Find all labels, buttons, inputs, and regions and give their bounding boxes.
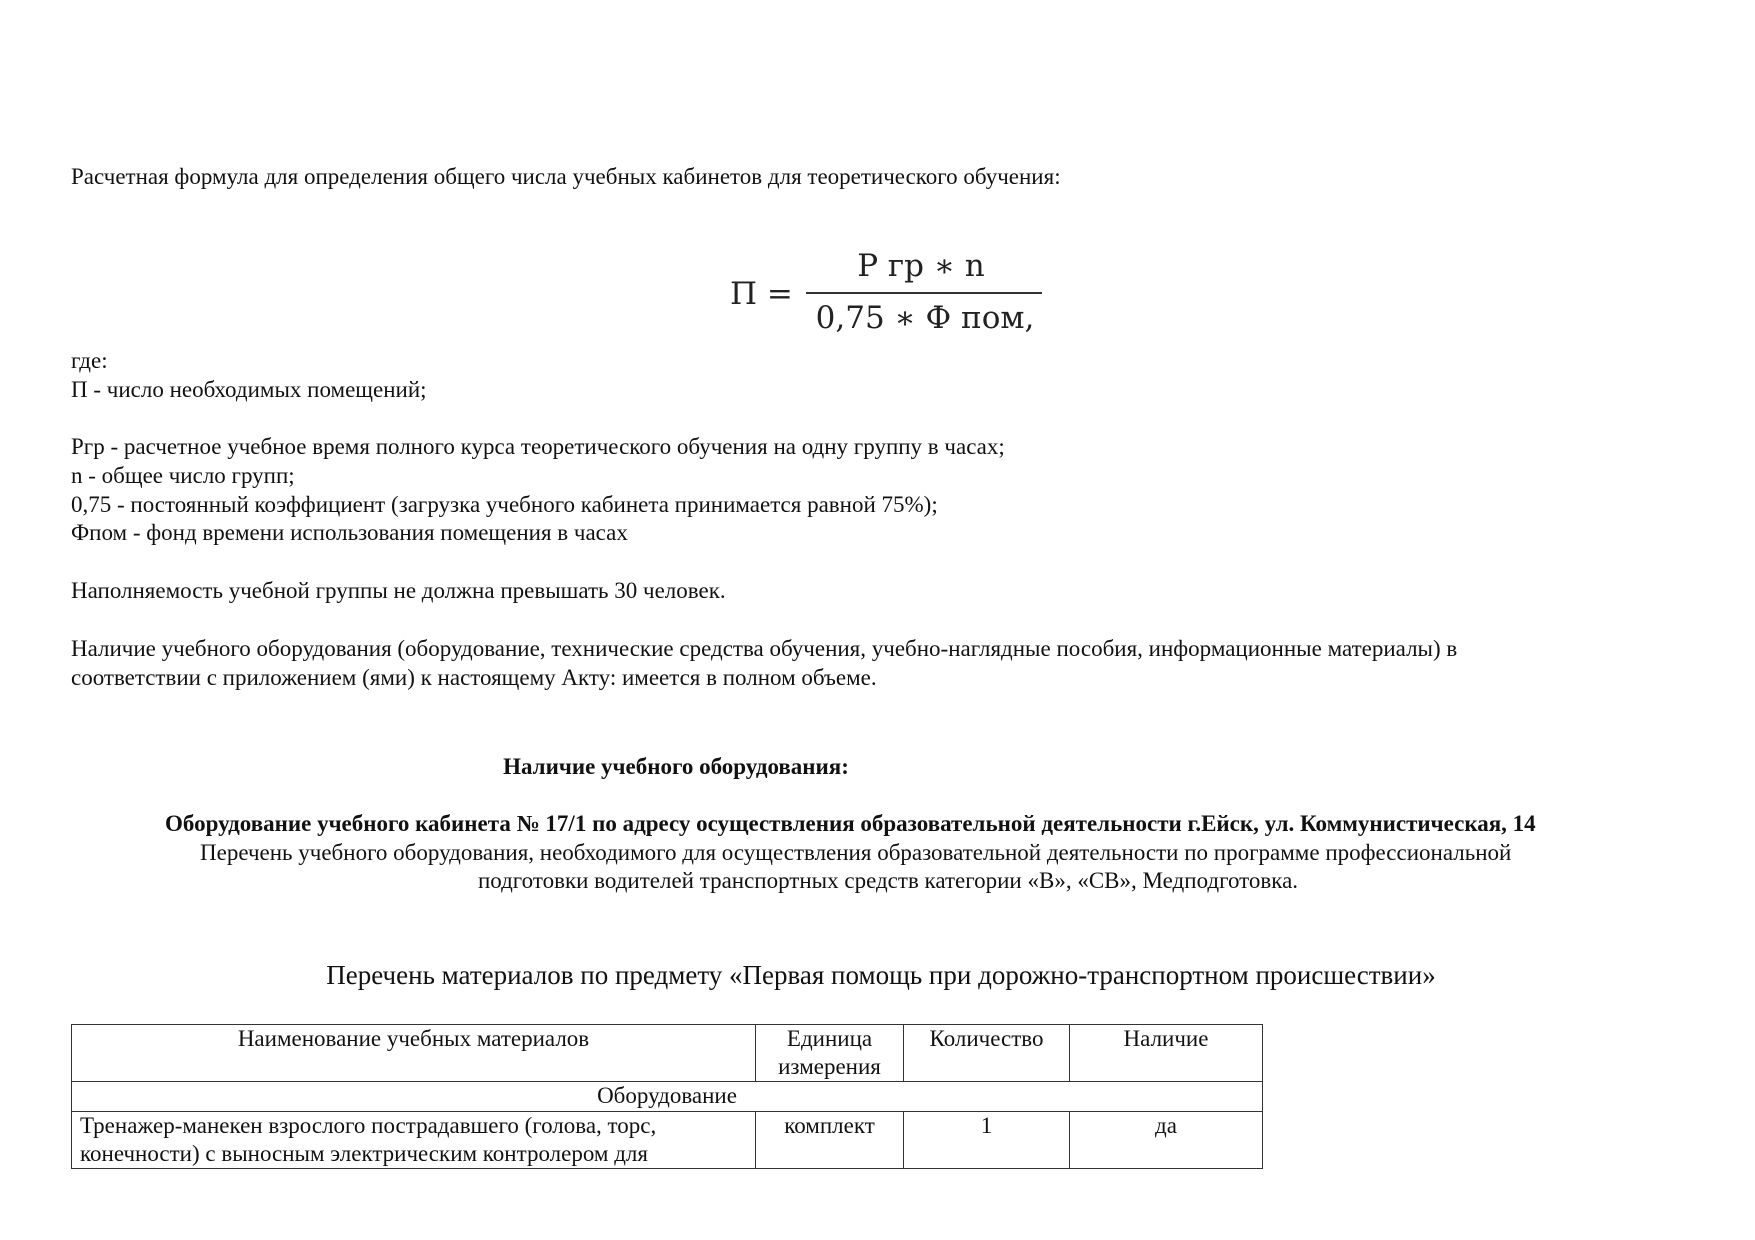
cell-name-line: конечности) с выносным электрическим контролером для [80, 1141, 648, 1166]
header-quantity: Количество [904, 1025, 1070, 1082]
cabinet-heading: Оборудование учебного кабинета № 17/1 по адресу осуществления образовательной деятельности г.Ейск, ул. Коммунистическая, 14 [165, 811, 1536, 836]
list-description-line: подготовки водителей транспортных средств категории «В», «СВ», Медподготовка. [477, 868, 1299, 893]
section-heading: Наличие учебного оборудования: [503, 754, 849, 779]
formula-denominator: 0,75 ∗ Ф пом, [815, 300, 1035, 336]
table-header-row [72, 1025, 1263, 1082]
group-limit-text: Наполняемость учебной группы не должна превышать 30 человек. [71, 578, 726, 603]
cell-unit: комплект [756, 1112, 904, 1169]
table-row [72, 1112, 1263, 1169]
header-name: Наименование учебных материалов [72, 1025, 756, 1082]
definition-item: П - число необходимых помещений; [71, 377, 427, 402]
table-section-row [72, 1082, 1263, 1112]
section-label: Оборудование [72, 1082, 1263, 1112]
definition-item: 0,75 - постоянный коэффициент (загрузка учебного кабинета принимается равной 75%); [71, 492, 938, 517]
cell-quantity: 1 [904, 1112, 1070, 1169]
equipment-statement-line: Наличие учебного оборудования (оборудование, технические средства обучения, учебно-наглядные пособия, информационные материалы) в [71, 636, 1458, 661]
definition-item: n - общее число групп; [71, 463, 295, 488]
definition-item: Ргр - расчетное учебное время полного курса теоретического обучения на одну группу в часах; [71, 434, 1005, 459]
where-label: где: [71, 348, 108, 373]
formula-fraction-bar [806, 292, 1042, 294]
cell-availability: да [1070, 1112, 1263, 1169]
intro-text: Расчетная формула для определения общего числа учебных кабинетов для теоретического обучения: [71, 164, 1061, 189]
definition-item: Фпом - фонд времени использования помещения в часах [71, 520, 628, 545]
header-unit-line: Единица [786, 1026, 873, 1051]
formula-lhs: П = [730, 276, 793, 312]
formula [730, 248, 1050, 344]
list-description-line: Перечень учебного оборудования, необходимого для осуществления образовательной деятельности по программе профессиональной [200, 840, 1512, 865]
cell-name-line: Тренажер-манекен взрослого пострадавшего (голова, торс, [80, 1113, 657, 1138]
formula-numerator: Р гр ∗ n [857, 248, 985, 284]
cell-name [72, 1112, 756, 1169]
materials-table [71, 1024, 1263, 1169]
header-unit [756, 1025, 904, 1082]
equipment-statement-line: соответствии с приложением (ями) к настоящему Акту: имеется в полном объеме. [71, 665, 877, 690]
subject-title: Перечень материалов по предмету «Первая помощь при дорожно-транспортном происшествии» [326, 960, 1436, 990]
header-availability: Наличие [1070, 1025, 1263, 1082]
header-unit-line: измерения [778, 1054, 881, 1079]
